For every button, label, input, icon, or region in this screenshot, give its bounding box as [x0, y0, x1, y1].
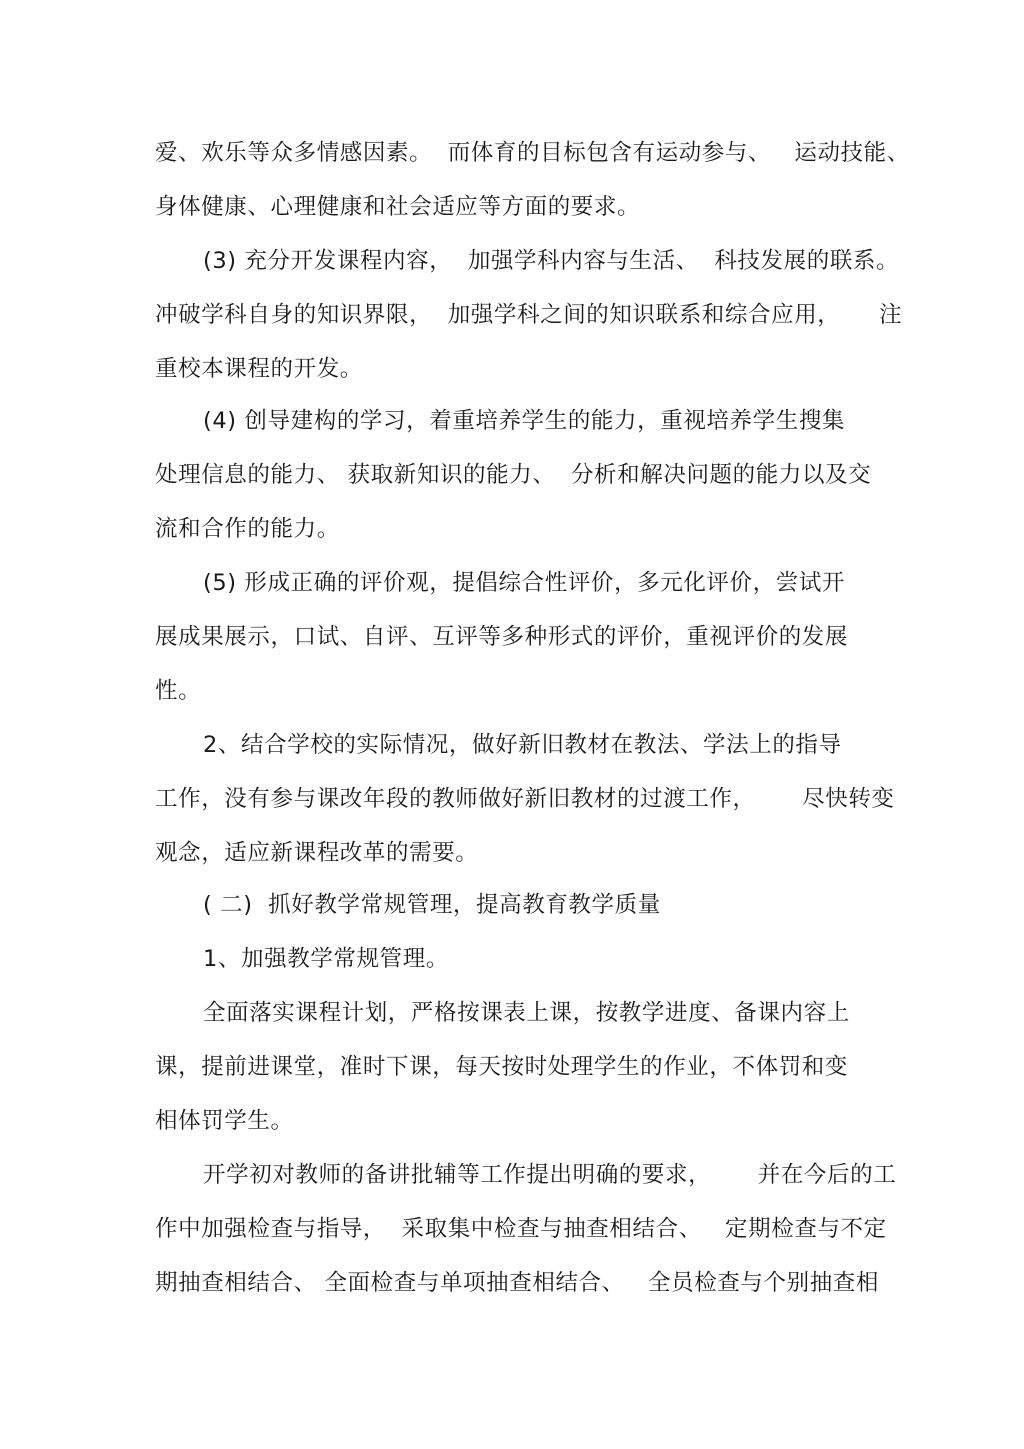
text-line: 期抽查相结合、 全面检查与单项抽查相结合、 全员检查与个别抽查相 [155, 1270, 880, 1296]
text-line: (4) 创导建构的学习，着重培养学生的能力，重视培养学生搜集 [203, 408, 846, 434]
text-line: (5) 形成正确的评价观，提倡综合性评价，多元化评价，尝试开 [203, 570, 846, 596]
text-line: 工作，没有参与课改年段的教师做好新旧教材的过渡工作， 尽快转变 [155, 786, 895, 812]
subsection-heading: 1、加强教学常规管理。 [203, 946, 449, 972]
text-line: 2、结合学校的实际情况，做好新旧教材在教法、学法上的指导 [203, 732, 842, 758]
text-line: 展成果展示，口试、自评、互评等多种形式的评价，重视评价的发展 [155, 624, 849, 650]
text-line: 开学初对教师的备讲批辅等工作提出明确的要求， 并在今后的工 [203, 1162, 897, 1188]
text-line: 作中加强检查与指导， 采取集中检查与抽查相结合、 定期检查与不定 [155, 1216, 887, 1242]
text-line: (3) 充分开发课程内容， 加强学科内容与生活、 科技发展的联系。 [203, 248, 900, 274]
section-heading: ( 二) 抓好教学常规管理，提高教育教学质量 [203, 892, 661, 918]
text-line: 性。 [155, 678, 202, 704]
text-line: 处理信息的能力、 获取新知识的能力、 分析和解决问题的能力以及交 [155, 462, 872, 488]
text-line: 冲破学科自身的知识界限， 加强学科之间的知识联系和综合应用， 注 [155, 302, 903, 328]
text-line: 观念，适应新课程改革的需要。 [155, 840, 479, 866]
text-line: 相体罚学生。 [155, 1108, 294, 1134]
text-line: 爱、欢乐等众多情感因素。 而体育的目标包含有运动参与、 运动技能、 [155, 140, 910, 166]
text-line: 课，提前进课堂，准时下课，每天按时处理学生的作业，不体罚和变 [155, 1054, 849, 1080]
text-line: 重校本课程的开发。 [155, 356, 363, 382]
text-line: 全面落实课程计划，严格按课表上课，按教学进度、备课内容上 [203, 1000, 850, 1026]
text-line: 身体健康、心理健康和社会适应等方面的要求。 [155, 194, 641, 220]
text-line: 流和合作的能力。 [155, 516, 340, 542]
